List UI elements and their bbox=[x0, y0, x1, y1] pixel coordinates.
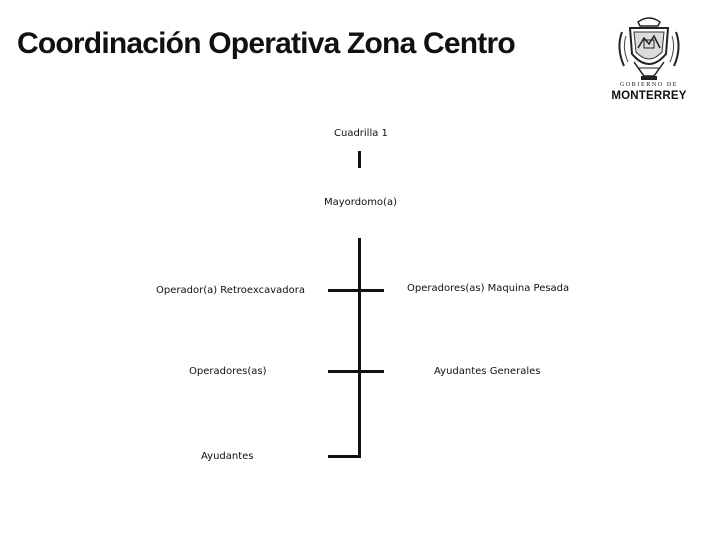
coat-of-arms-icon bbox=[608, 14, 690, 82]
node-mayordomo: Mayordomo(a) bbox=[324, 197, 397, 208]
connector-top bbox=[358, 151, 361, 168]
logo-wordmark: MONTERREY bbox=[611, 90, 687, 102]
logo-subtitle: GOBIERNO DE bbox=[619, 82, 679, 88]
connector-branch-3 bbox=[328, 455, 361, 458]
node-operadores-maquina-pesada: Operadores(as) Maquina Pesada bbox=[407, 283, 570, 294]
node-cuadrilla: Cuadrilla 1 bbox=[334, 128, 388, 139]
connector-trunk bbox=[358, 238, 361, 458]
monterrey-government-logo bbox=[608, 14, 690, 106]
node-operador-retroexcavadora: Operador(a) Retroexcavadora bbox=[156, 285, 305, 296]
node-ayudantes-generales: Ayudantes Generales bbox=[434, 366, 541, 377]
node-ayudantes: Ayudantes bbox=[201, 451, 254, 462]
connector-branch-1 bbox=[328, 289, 384, 292]
node-operadores: Operadores(as) bbox=[189, 366, 267, 377]
connector-branch-2 bbox=[328, 370, 384, 373]
page-title: Coordinación Operativa Zona Centro bbox=[17, 27, 515, 60]
